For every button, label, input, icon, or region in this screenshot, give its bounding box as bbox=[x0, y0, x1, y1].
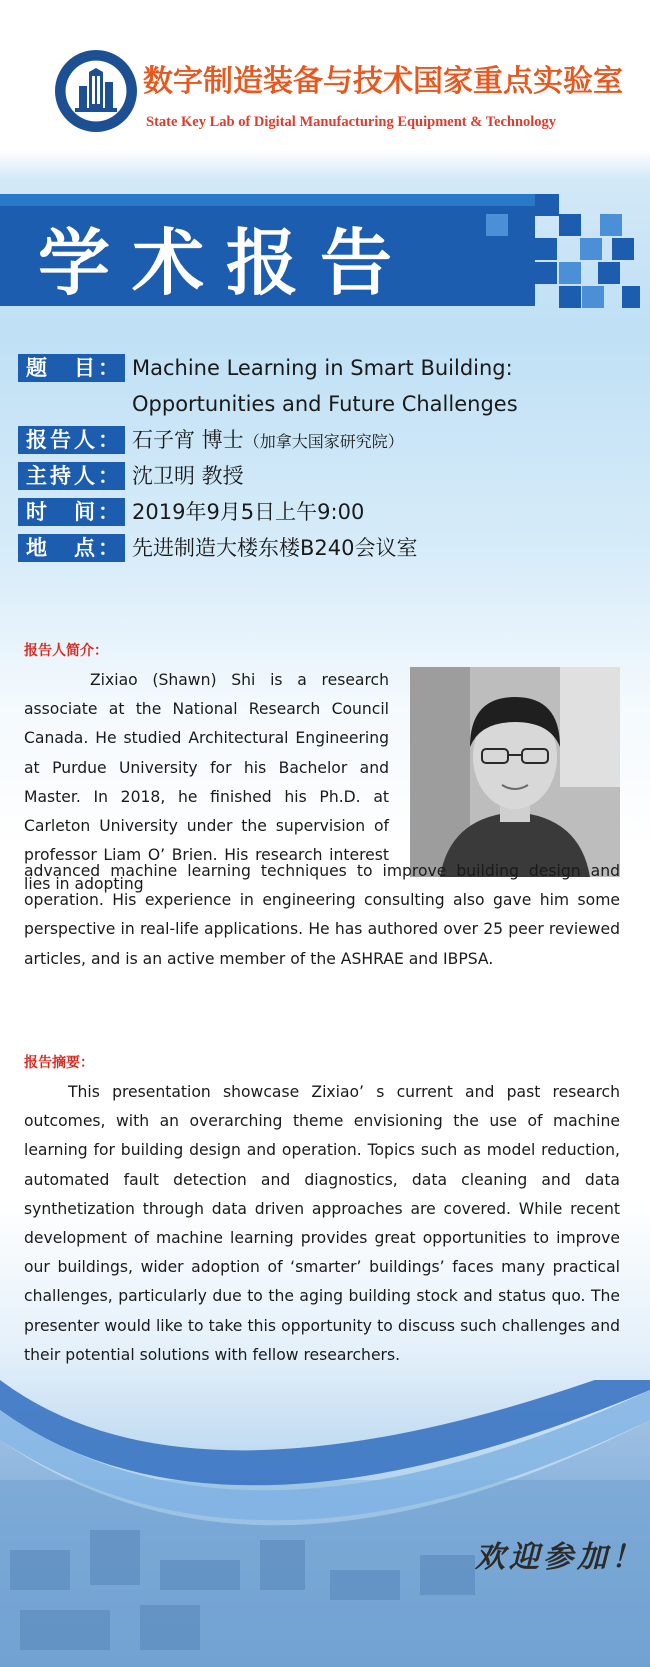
bio-text-beside-photo: Zixiao (Shawn) Shi is a research associate at the National Research Council Canada. He studied Architectural Engineering at Purdue University for his Bachelor and Master. In 2018, he finished his Ph.D. at Carleton University under the supervision of professor Liam O’ Brien. His research interest lies in adopting bbox=[24, 671, 389, 894]
bio-text-full-width: advanced machine learning techniques to improve building design and operation. His experience in engineering consulting also gave him some perspective in real-life applications. He has authored over 25 peer reviewed articles, and is an active member of the ASHRAE and IBPSA. bbox=[24, 862, 620, 968]
location-value: 先进制造大楼东楼B240会议室 bbox=[132, 536, 418, 560]
lab-name-english: State Key Lab of Digital Manufacturing Equipment & Technology bbox=[146, 114, 557, 130]
time-value: 2019年9月5日上午9:00 bbox=[132, 500, 365, 524]
talk-title-line2: Opportunities and Future Challenges bbox=[132, 392, 518, 416]
lab-name-chinese: 数字制造装备与技术国家重点实验室 bbox=[143, 64, 623, 99]
location-label: 地 点： bbox=[18, 534, 125, 562]
speaker-label: 报告人： bbox=[18, 426, 125, 454]
abstract-text: This presentation showcase Zixiao’ s current and past research outcomes, with an overarching theme envisioning the use of machine learning for building design and operation. Topics such as model reduction, automated fault detection and diagnostics, data cleaning and data synthetization through data driven approaches are covered. While recent development of machine learning provides great opportunities to improve our buildings, wider adoption of ‘smarter’ buildings’ faces many practical challenges, particularly due to the aging building stock and status quo. The presenter would like to take this opportunity to discuss such challenges and their potential solutions with fellow researchers. bbox=[24, 1083, 620, 1364]
speaker-portrait-icon bbox=[410, 667, 620, 877]
speaker-name: 石子宵 博士 bbox=[132, 428, 244, 452]
banner-title: 学术报告 bbox=[38, 221, 415, 305]
building-emblem-icon bbox=[75, 68, 117, 114]
university-seal-icon bbox=[55, 50, 137, 132]
time-label: 时 间： bbox=[18, 498, 125, 526]
title-label: 题 目： bbox=[18, 354, 125, 382]
host-label: 主持人： bbox=[18, 462, 125, 490]
abstract-heading: 报告摘要： bbox=[24, 1055, 94, 1071]
speaker-affiliation: （加拿大国家研究院） bbox=[243, 432, 404, 451]
campus-wave-decoration bbox=[0, 1380, 650, 1667]
welcome-text: 欢迎参加！ bbox=[475, 1540, 645, 1575]
bio-heading: 报告人简介： bbox=[24, 643, 108, 659]
speaker-photo bbox=[410, 667, 620, 877]
talk-title-line1: Machine Learning in Smart Building: bbox=[132, 356, 513, 380]
poster-header bbox=[0, 0, 650, 150]
speaker-value bbox=[132, 425, 404, 457]
host-name: 沈卫明 教授 bbox=[132, 464, 244, 488]
